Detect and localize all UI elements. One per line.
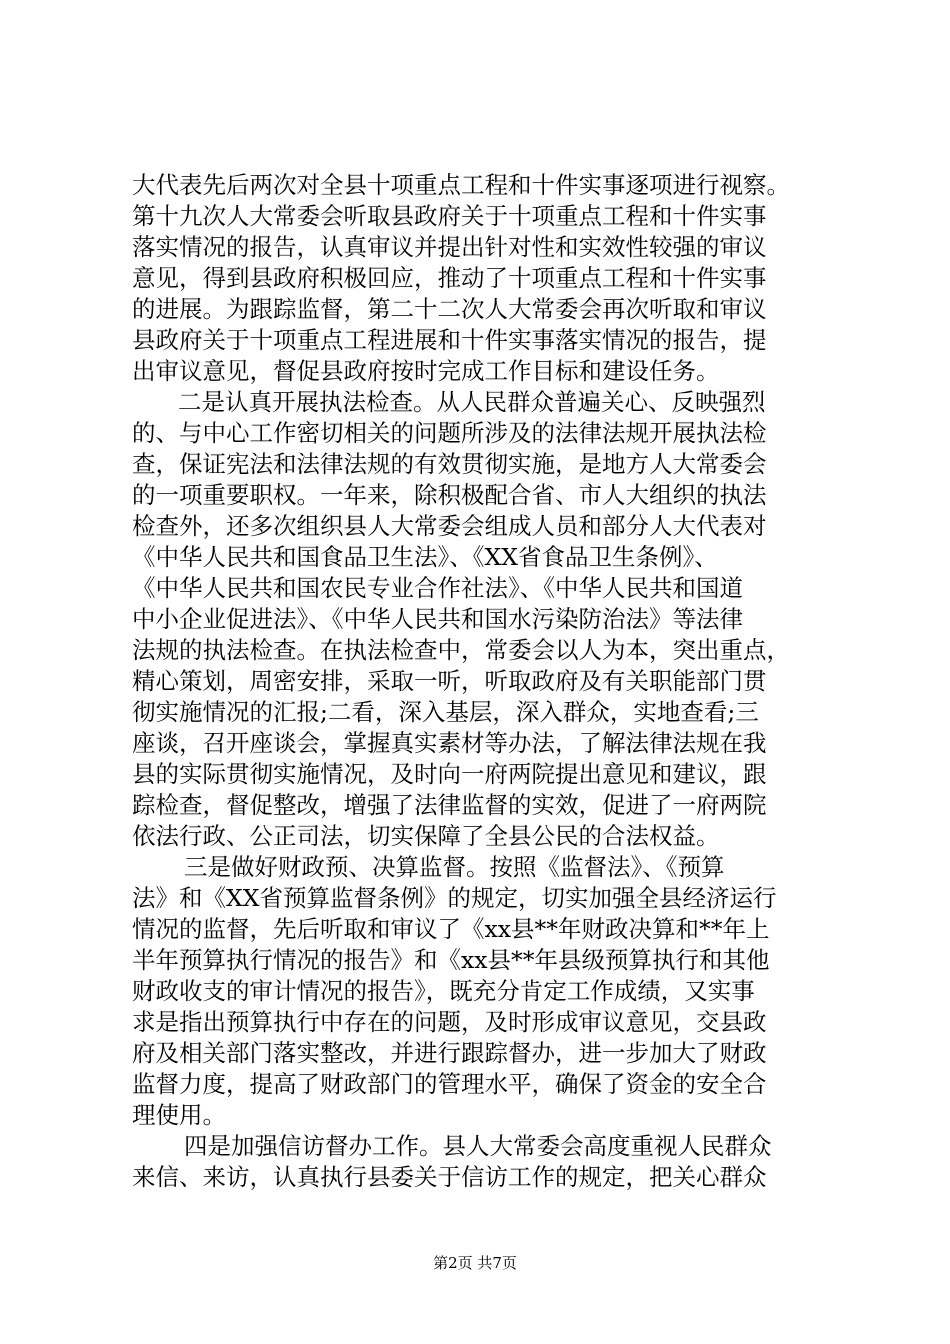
text-line: 财政收支的审计情况的报告》，既充分肯定工作成绩，又实事 — [132, 977, 755, 1005]
text-line: 精心策划，周密安排，采取一听，听取政府及有关职能部门贯 — [132, 667, 767, 695]
text-line: 求是指出预算执行中存在的问题，及时形成审议意见，交县政 — [132, 1008, 767, 1036]
text-line: 座谈，召开座谈会，掌握真实素材等办法，了解法律法规在我 — [132, 729, 767, 757]
document-body — [132, 170, 832, 1193]
text-line: 来信、来访，认真执行县委关于信访工作的规定，把关心群众 — [132, 1163, 767, 1191]
text-line: 第十九次人大常委会听取县政府关于十项重点工程和十件实事 — [132, 202, 767, 230]
text-line: 中小企业促进法》、《中华人民共和国水污染防治法》等法律 — [132, 605, 743, 633]
text-line: 情况的监督，先后听取和审议了《xx县**年财政决算和**年上 — [132, 915, 770, 943]
text-line: 法》和《XX省预算监督条例》的规定，切实加强全县经济运行 — [132, 884, 777, 912]
text-line: 《中华人民共和国食品卫生法》、《XX省食品卫生条例》、 — [132, 543, 718, 571]
text-line: 查，保证宪法和法律法规的有效贯彻实施，是地方人大常委会 — [132, 450, 767, 478]
paragraph-start-line: 三是做好财政预、决算监督。按照《监督法》、《预算 — [184, 853, 725, 881]
text-line: 彻实施情况的汇报;二看，深入基层，深入群众，实地查看;三 — [132, 698, 759, 726]
text-line: 出审议意见，督促县政府按时完成工作目标和建设任务。 — [132, 357, 720, 385]
page-number-footer: 第2页 共7页 — [433, 1254, 517, 1272]
paragraph-start-line: 二是认真开展执法检查。从人民群众普遍关心、反映强烈 — [178, 388, 766, 416]
text-line: 大代表先后两次对全县十项重点工程和十件实事逐项进行视察。 — [132, 171, 790, 199]
text-line: 法规的执法检查。在执法检查中，常委会以人为本，突出重点， — [132, 636, 790, 664]
text-line: 检查外，还多次组织县人大常委会组成人员和部分人大代表对 — [132, 512, 767, 540]
text-line: 府及相关部门落实整改，并进行跟踪督办，进一步加大了财政 — [132, 1039, 767, 1067]
text-line: 依法行政、公正司法，切实保障了全县公民的合法权益。 — [132, 822, 720, 850]
text-line: 县政府关于十项重点工程进展和十件实事落实情况的报告，提 — [132, 326, 767, 354]
text-line: 县的实际贯彻实施情况，及时向一府两院提出意见和建议，跟 — [132, 760, 767, 788]
text-line: 的进展。为跟踪监督，第二十二次人大常委会再次听取和审议 — [132, 295, 767, 323]
text-line: 《中华人民共和国农民专业合作社法》、《中华人民共和国道 — [132, 574, 743, 602]
text-line: 监督力度，提高了财政部门的管理水平，确保了资金的安全合 — [132, 1070, 767, 1098]
text-line: 意见，得到县政府积极回应，推动了十项重点工程和十件实事 — [132, 264, 767, 292]
paragraph-start-line: 四是加强信访督办工作。县人大常委会高度重视人民群众 — [184, 1132, 772, 1160]
text-line: 理使用。 — [132, 1101, 226, 1129]
text-line: 的一项重要职权。一年来，除积极配合省、市人大组织的执法 — [132, 481, 767, 509]
text-line: 落实情况的报告，认真审议并提出针对性和实效性较强的审议 — [132, 233, 767, 261]
text-line: 踪检查，督促整改，增强了法律监督的实效，促进了一府两院 — [132, 791, 767, 819]
text-line: 半年预算执行情况的报告》和《xx县**年县级预算执行和其他 — [132, 946, 770, 974]
text-line: 的、与中心工作密切相关的问题所涉及的法律法规开展执法检 — [132, 419, 767, 447]
